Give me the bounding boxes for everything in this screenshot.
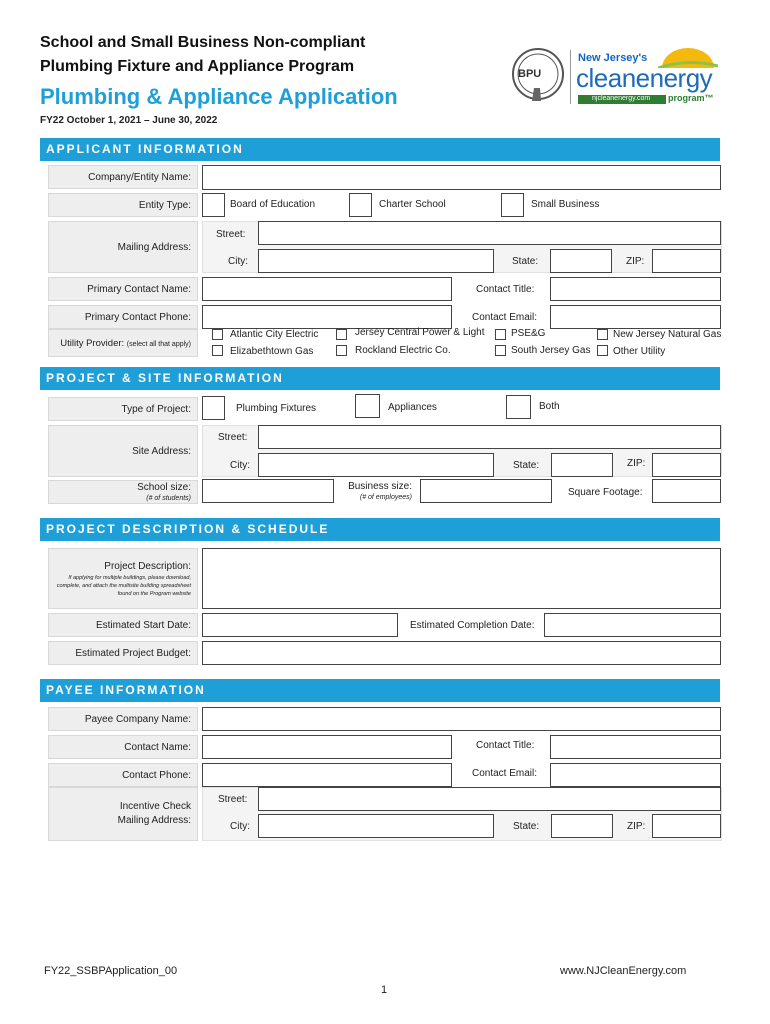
- board-label: Board of Education: [230, 199, 316, 210]
- primary-name-field[interactable]: [202, 277, 452, 301]
- entity-type-label: Entity Type:: [48, 193, 198, 217]
- nj-text: New Jersey's: [578, 52, 648, 64]
- appliances-checkbox[interactable]: [355, 394, 380, 418]
- small-business-label: Small Business: [531, 199, 600, 210]
- school-size-note: (# of students): [146, 495, 191, 502]
- utility-checkbox-ace[interactable]: [212, 329, 223, 340]
- contact-email-label: Contact Email:: [472, 312, 538, 323]
- payee-contact-phone-label: Contact Phone:: [48, 763, 198, 787]
- url-text: njcleanenergy.com: [592, 95, 651, 102]
- city-label: City:: [228, 256, 248, 267]
- city-field[interactable]: [258, 249, 494, 273]
- sq-footage-label: Square Footage:: [568, 487, 643, 498]
- site-zip-field[interactable]: [652, 453, 721, 477]
- plumbing-label: Plumbing Fixtures: [236, 403, 317, 414]
- logo: [510, 46, 720, 108]
- payee-contact-name-field[interactable]: [202, 735, 452, 759]
- footer-doc-id: FY22_SSBPApplication_00: [44, 965, 178, 977]
- completion-date-field[interactable]: [544, 613, 721, 637]
- utility-jcpl-label: Jersey Central Power & Light: [355, 327, 485, 338]
- zip-field[interactable]: [652, 249, 721, 273]
- contact-title-field[interactable]: [550, 277, 721, 301]
- charter-label: Charter School: [379, 199, 446, 210]
- program-title-line1: School and Small Business Non-compliant: [40, 34, 366, 51]
- utility-checkbox-jcpl[interactable]: [336, 329, 347, 340]
- business-size-note: (# of employees): [359, 494, 412, 501]
- primary-phone-field[interactable]: [202, 305, 452, 329]
- site-street-field[interactable]: [258, 425, 721, 449]
- school-size-label: [48, 480, 198, 504]
- board-checkbox[interactable]: [202, 193, 225, 217]
- payee-contact-title-field[interactable]: [550, 735, 721, 759]
- budget-field[interactable]: [202, 641, 721, 665]
- appliances-label: Appliances: [388, 402, 437, 413]
- payee-contact-email-field[interactable]: [550, 763, 721, 787]
- project-description-field[interactable]: [202, 548, 721, 609]
- start-date-field[interactable]: [202, 613, 398, 637]
- primary-phone-label: Primary Contact Phone:: [48, 305, 198, 329]
- start-date-label: Estimated Start Date:: [48, 613, 198, 637]
- project-description-label: [48, 548, 198, 609]
- applicant-section-header: APPLICANT INFORMATION: [40, 138, 720, 161]
- payee-contact-email-label: Contact Email:: [472, 768, 538, 779]
- business-size-field[interactable]: [420, 479, 552, 503]
- payee-mailing-label: Incentive Check Mailing Address:: [48, 787, 198, 841]
- program-text: program™: [668, 93, 714, 103]
- zip-label: ZIP:: [626, 256, 645, 267]
- utility-ace-label: Atlantic City Electric: [230, 329, 319, 340]
- utility-pseg-label: PSE&G: [511, 328, 546, 339]
- business-size-text: Business size:: [348, 481, 412, 492]
- school-size-field[interactable]: [202, 479, 334, 503]
- primary-name-label: Primary Contact Name:: [48, 277, 198, 301]
- utility-checkbox-etg[interactable]: [212, 345, 223, 356]
- utility-checkbox-pseg[interactable]: [495, 329, 506, 340]
- description-section-header: PROJECT DESCRIPTION & SCHEDULE: [40, 518, 720, 541]
- project-type-label: Type of Project:: [48, 397, 198, 421]
- charter-checkbox[interactable]: [349, 193, 372, 217]
- payee-contact-phone-field[interactable]: [202, 763, 452, 787]
- site-address-label: Site Address:: [48, 425, 198, 477]
- street-label: Street:: [216, 229, 246, 240]
- utility-sjg-label: South Jersey Gas: [511, 345, 591, 356]
- bpu-text: BPU: [518, 68, 542, 80]
- payee-state-field[interactable]: [551, 814, 613, 838]
- fy-dates: FY22 October 1, 2021 – June 30, 2022: [40, 115, 218, 126]
- application-title: Plumbing & Appliance Application: [40, 84, 398, 109]
- payee-city-label: City:: [230, 821, 250, 832]
- state-field[interactable]: [550, 249, 612, 273]
- project-description-text: Project Description:: [104, 561, 191, 572]
- project-site-section-header: PROJECT & SITE INFORMATION: [40, 367, 720, 390]
- project-description-note: If applying for multiple buildings, please download, complete, and attach the multisite building spreadsheet found on the Program website: [56, 575, 191, 597]
- utility-checkbox-njng[interactable]: [597, 329, 608, 340]
- utility-label-note: (select all that apply): [126, 341, 191, 348]
- site-zip-label: ZIP:: [627, 458, 646, 469]
- site-city-label: City:: [230, 460, 250, 471]
- payee-company-label: Payee Company Name:: [48, 707, 198, 731]
- payee-city-field[interactable]: [258, 814, 494, 838]
- payee-street-label: Street:: [218, 794, 248, 805]
- utility-checkbox-other[interactable]: [597, 345, 608, 356]
- street-field[interactable]: [258, 221, 721, 245]
- payee-state-label: State:: [513, 821, 540, 832]
- program-title-line2: Plumbing Fixture and Appliance Program: [40, 58, 355, 75]
- payee-zip-label: ZIP:: [627, 821, 646, 832]
- contact-email-field[interactable]: [550, 305, 721, 329]
- school-size-text: School size:: [137, 482, 191, 493]
- utility-rec-label: Rockland Electric Co.: [355, 345, 451, 356]
- both-label: Both: [539, 401, 560, 412]
- utility-checkbox-rec[interactable]: [336, 345, 347, 356]
- small-business-checkbox[interactable]: [501, 193, 524, 217]
- utility-other-label: Other Utility: [613, 346, 666, 357]
- utility-label-text: Utility Provider:: [60, 338, 125, 349]
- both-checkbox[interactable]: [506, 395, 531, 419]
- utility-etg-label: Elizabethtown Gas: [230, 346, 314, 357]
- plumbing-checkbox[interactable]: [202, 396, 225, 420]
- site-state-field[interactable]: [551, 453, 613, 477]
- company-label: Company/Entity Name:: [48, 165, 198, 189]
- site-state-label: State:: [513, 460, 540, 471]
- payee-contact-title-label: Contact Title:: [476, 740, 535, 751]
- company-field[interactable]: [202, 165, 721, 190]
- payee-street-field[interactable]: [258, 787, 721, 811]
- payee-company-field[interactable]: [202, 707, 721, 731]
- utility-label: [48, 329, 198, 357]
- site-city-field[interactable]: [258, 453, 494, 477]
- page-number: 1: [381, 984, 388, 996]
- site-street-label: Street:: [218, 432, 248, 443]
- payee-section-header: PAYEE INFORMATION: [40, 679, 720, 702]
- budget-label: Estimated Project Budget:: [48, 641, 198, 665]
- utility-checkbox-sjg[interactable]: [495, 345, 506, 356]
- mailing-label: Mailing Address:: [48, 221, 198, 273]
- clean-energy-text: cleanenergy: [576, 63, 713, 93]
- completion-date-label: Estimated Completion Date:: [410, 620, 535, 631]
- contact-title-label: Contact Title:: [476, 284, 535, 295]
- utility-njng-label: New Jersey Natural Gas: [613, 329, 722, 340]
- footer-website: www.NJCleanEnergy.com: [560, 965, 687, 977]
- payee-contact-name-label: Contact Name:: [48, 735, 198, 759]
- state-label: State:: [512, 256, 539, 267]
- sq-footage-field[interactable]: [652, 479, 721, 503]
- payee-zip-field[interactable]: [652, 814, 721, 838]
- business-size-label: [338, 480, 418, 504]
